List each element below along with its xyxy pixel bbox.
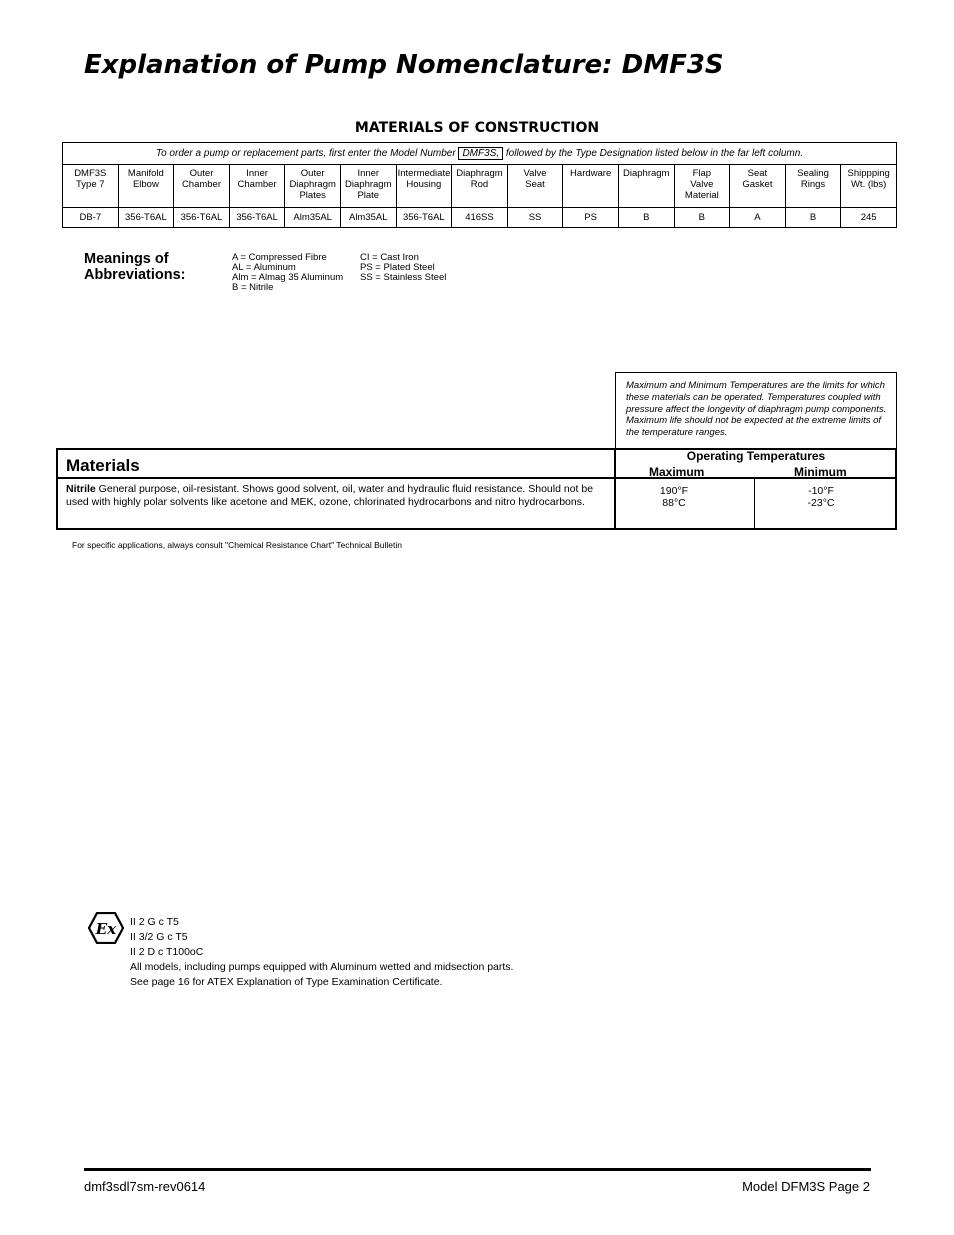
table-cell: 356-T6AL: [229, 208, 285, 228]
nitrile-description: Nitrile General purpose, oil-resistant. Shows good solvent, oil, water and hydraulic fluid resistance. Should not be used with highly polar solvents like acetone and MEK, ozone, chlorinated hydrocarbons and nitro hydrocarbons.: [66, 483, 594, 508]
atex-line: II 2 G c T5: [130, 916, 179, 928]
column-header: Hardware: [563, 165, 619, 208]
temperature-note: Maximum and Minimum Temperatures are the limits for which these materials can be operated. Temperatures coupled with pressure affect the longevity of diaphragm pump components. Maximum life should not be expected at the extreme limits of the temperature ranges.: [615, 372, 897, 448]
table-cell: 245: [841, 208, 897, 228]
column-header: Outer Chamber: [174, 165, 230, 208]
abbreviation-item: SS = Stainless Steel: [360, 272, 447, 283]
table-cell: 356-T6AL: [174, 208, 230, 228]
atex-line: All models, including pumps equipped with Aluminum wetted and midsection parts.: [130, 961, 514, 973]
consult-note: For specific applications, always consult "Chemical Resistance Chart" Technical Bulletin: [72, 540, 402, 550]
column-header: Valve Seat: [507, 165, 563, 208]
table-cell: DB-7: [63, 208, 119, 228]
abbreviation-item: Alm = Almag 35 Aluminum: [232, 272, 344, 283]
footer-rule: [84, 1168, 871, 1171]
column-header: Intermediate Housing: [396, 165, 452, 208]
minimum-label: Minimum: [794, 465, 847, 479]
atex-line: II 3/2 G c T5: [130, 931, 188, 943]
table-cell: B: [785, 208, 841, 228]
materials-table: [62, 142, 897, 228]
abbreviation-item: CI = Cast Iron: [360, 252, 419, 263]
column-header: Manifold Elbow: [118, 165, 174, 208]
table-cell: 416SS: [452, 208, 508, 228]
model-number-box: DMF3S,: [458, 147, 503, 160]
ex-icon: [88, 912, 124, 944]
column-header: Flap Valve Material: [674, 165, 730, 208]
atex-line: See page 16 for ATEX Explanation of Type Examination Certificate.: [130, 976, 443, 988]
materials-heading: MATERIALS OF CONSTRUCTION: [354, 120, 600, 136]
abbreviation-item: A = Compressed Fibre: [232, 252, 327, 263]
table-cell: A: [730, 208, 786, 228]
column-header: Inner Diaphragm Plate: [340, 165, 396, 208]
operating-temperatures-label: Operating Temperatures: [686, 449, 826, 463]
maximum-label: Maximum: [649, 465, 705, 479]
table-cell: 356-T6AL: [396, 208, 452, 228]
abbreviations-column-1: [232, 253, 343, 293]
column-header: Outer Diaphragm Plates: [285, 165, 341, 208]
column-header: Sealing Rings: [785, 165, 841, 208]
page-title: Explanation of Pump Nomenclature: DMF3S: [84, 50, 724, 80]
table-cell: Alm35AL: [340, 208, 396, 228]
table-cell: B: [674, 208, 730, 228]
max-temperature: 190°F 88°C: [659, 485, 689, 509]
column-header: Diaphragm Rod: [452, 165, 508, 208]
column-header: Shippping Wt. (lbs): [841, 165, 897, 208]
abbreviation-item: AL = Aluminum: [232, 262, 296, 273]
atex-certification: [130, 915, 513, 990]
svg-text:Ex: Ex: [95, 920, 117, 938]
column-header: Seat Gasket: [730, 165, 786, 208]
order-instruction: To order a pump or replacement parts, first enter the Model Number DMF3S, followed by the Type Designation listed below in the far left column.: [63, 143, 897, 165]
abbreviations-column-2: [360, 253, 446, 283]
table-cell: Alm35AL: [285, 208, 341, 228]
column-header: Diaphragm: [618, 165, 674, 208]
table-cell: B: [618, 208, 674, 228]
table-cell: SS: [507, 208, 563, 228]
table-cell: 356-T6AL: [118, 208, 174, 228]
abbreviation-item: PS = Plated Steel: [360, 262, 435, 273]
abbreviation-item: B = Nitrile: [232, 282, 274, 293]
column-header: DMF3S Type 7: [63, 165, 119, 208]
atex-line: II 2 D c T100oC: [130, 946, 204, 958]
footer-page-label: Model DFM3S Page 2: [742, 1179, 870, 1194]
column-header: Inner Chamber: [229, 165, 285, 208]
table-cell: PS: [563, 208, 619, 228]
abbreviations-title: Meanings of Abbreviations:: [84, 251, 186, 283]
min-temperature: -10°F -23°C: [807, 485, 835, 509]
materials-title: Materials: [66, 456, 140, 475]
footer-doc-id: dmf3sdl7sm-rev0614: [84, 1179, 206, 1194]
